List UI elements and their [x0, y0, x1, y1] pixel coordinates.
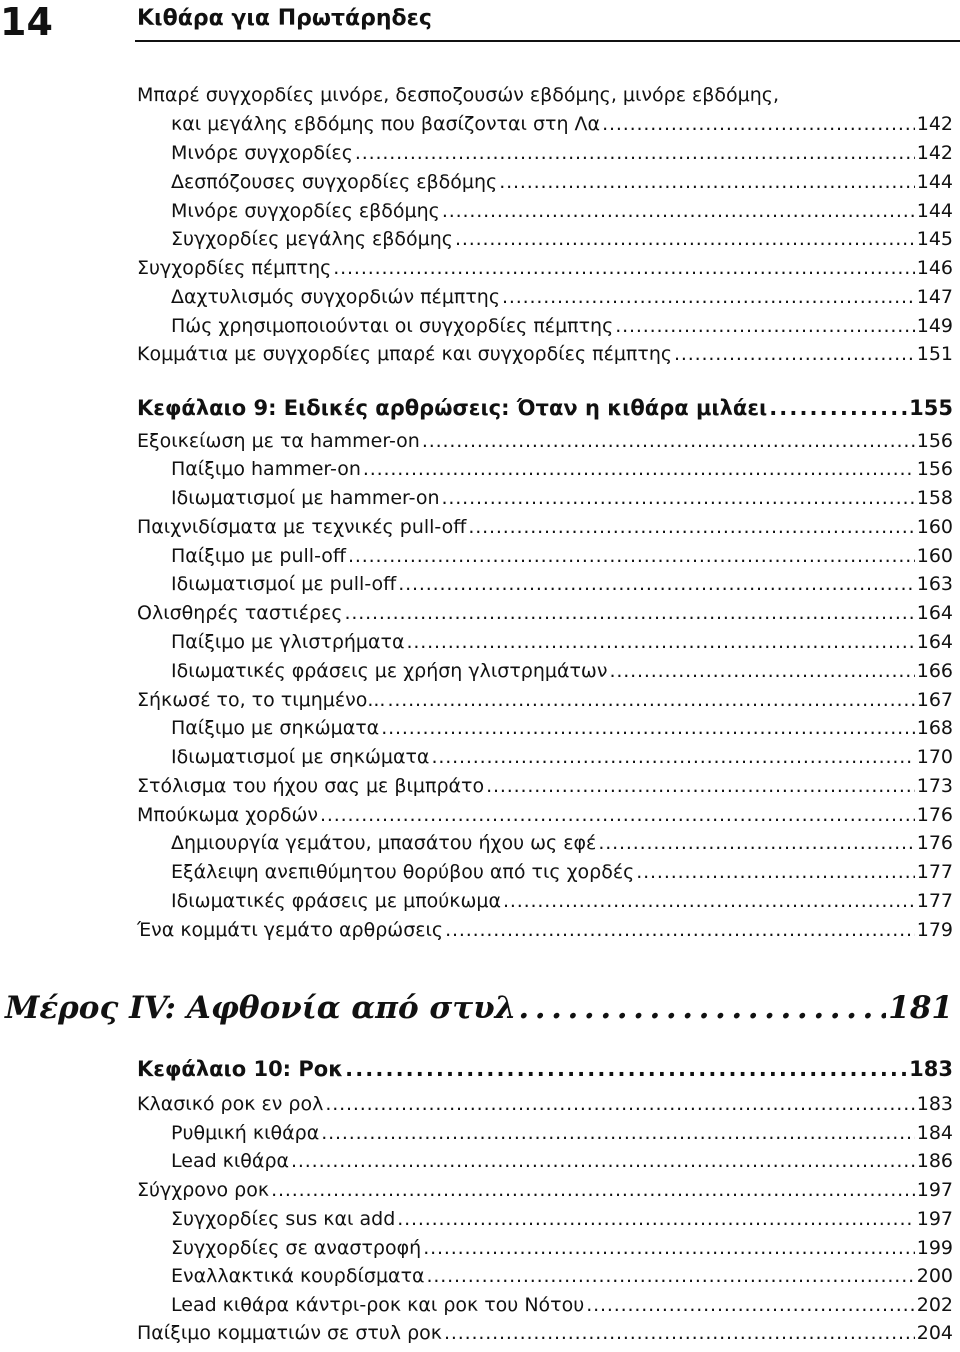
toc-entry-page: 177: [916, 890, 953, 912]
dot-leader: [598, 832, 914, 854]
toc-entry-page: 163: [916, 573, 953, 595]
dot-leader: [769, 396, 907, 420]
toc-entry[interactable]: [171, 746, 953, 768]
toc-entry-title: Δεσπόζουσες συγχορδίες εβδόμης: [171, 171, 498, 193]
dot-leader: [325, 1093, 914, 1115]
toc-entry-page: 200: [916, 1265, 953, 1287]
toc-entry[interactable]: [137, 343, 953, 365]
toc-entry-title: Στόλισμα του ήχου σας με βιμπράτο: [137, 775, 485, 797]
toc-entry-title: Ιδιωματικές φράσεις με χρήση γλιστρημάτων: [171, 660, 608, 682]
dot-leader: [499, 171, 915, 193]
dot-leader: [423, 1237, 915, 1259]
toc-entry-page: 176: [916, 832, 953, 854]
toc-entry-page: 197: [916, 1208, 953, 1230]
toc-entry[interactable]: [137, 516, 953, 538]
toc-entry[interactable]: [137, 257, 953, 279]
toc-entry-title: Σήκωσέ το, το τιμημένο...: [137, 689, 386, 711]
toc-entry-title: Ρυθμική κιθάρα: [171, 1122, 320, 1144]
toc-entry-page: 156: [916, 458, 953, 480]
toc-entry[interactable]: [171, 171, 953, 193]
chapter-page: 183: [909, 1057, 953, 1081]
toc-entry[interactable]: [171, 315, 953, 337]
dot-leader: [445, 919, 915, 941]
dot-leader: [397, 1208, 914, 1230]
toc-entry-page: 164: [916, 631, 953, 653]
chapter-title: Κεφάλαιο 9: Ειδικές αρθρώσεις: Όταν η κιθάρα μιλάει: [137, 396, 768, 420]
dot-leader: [503, 890, 915, 912]
toc-entry-title: Ιδιωματικές φράσεις με μπούκωμα: [171, 890, 502, 912]
toc-entry-title: Μινόρε συγχορδίες: [171, 142, 353, 164]
dot-leader: [442, 200, 915, 222]
dot-leader: [431, 746, 914, 768]
chapter-page: 155: [909, 396, 953, 420]
toc-entry-title: Ολισθηρές ταστιέρες: [137, 602, 343, 624]
toc-entry[interactable]: [171, 545, 953, 567]
part-heading[interactable]: [5, 990, 953, 1026]
toc-entry-title: Συγχορδίες sus και add: [171, 1208, 396, 1230]
toc-entry[interactable]: [171, 890, 953, 912]
toc-entry-title: Παιχνιδίσματα με τεχνικές pull-off: [137, 516, 467, 538]
toc-entry-title: Εναλλακτικά κουρδίσματα: [171, 1265, 425, 1287]
toc-entry-title: Ιδιωματισμοί με σηκώματα: [171, 746, 430, 768]
dot-leader: [355, 142, 915, 164]
dot-leader: [291, 1150, 915, 1172]
dot-leader: [609, 660, 914, 682]
dot-leader: [320, 804, 915, 826]
toc-entry[interactable]: [137, 1093, 953, 1115]
toc-entry-page: 177: [916, 861, 953, 883]
toc-entry-title: Παίξιμο με σηκώματα: [171, 717, 380, 739]
toc-entry-title: Παίξιμο με pull-off: [171, 545, 346, 567]
chapter-heading[interactable]: [137, 396, 953, 420]
toc-entry-page: 183: [916, 1093, 953, 1115]
toc-entry-title: Παίξιμο hammer-on: [171, 458, 361, 480]
toc-entry-page: 170: [916, 746, 953, 768]
toc-entry-title: Lead κιθάρα κάντρι-ροκ και ροκ του Νότου: [171, 1294, 585, 1316]
toc-entry-title: Μινόρε συγχορδίες εβδόμης: [171, 200, 440, 222]
header-rule: [135, 40, 960, 42]
toc-entry-page: 147: [916, 286, 953, 308]
dot-leader: [333, 257, 914, 279]
toc-entry-page: 184: [916, 1122, 953, 1144]
toc-entry[interactable]: [171, 573, 953, 595]
toc-entry[interactable]: [137, 1322, 953, 1344]
toc-entry-title: Συγχορδίες μεγάλης εβδόμης: [171, 228, 453, 250]
toc-entry[interactable]: [137, 804, 953, 826]
toc-entry-title: Συγχορδίες σε αναστροφή: [171, 1237, 422, 1259]
toc-entry-page: 167: [916, 689, 953, 711]
toc-entry-title: Μπούκωμα χορδών: [137, 804, 319, 826]
dot-leader: [615, 315, 915, 337]
toc-entry-page: 199: [916, 1237, 953, 1259]
dot-leader: [348, 545, 915, 567]
toc-continued-entry: Μπαρέ συγχορδίες μινόρε, δεσποζουσών εβδόμης, μινόρε εβδόμης,: [137, 84, 780, 106]
dot-leader: [502, 286, 915, 308]
dot-leader: [636, 861, 914, 883]
toc-entry[interactable]: [171, 631, 953, 653]
toc-entry-title: Παίξιμο κομματιών σε στυλ ροκ: [137, 1322, 442, 1344]
toc-entry-page: 176: [916, 804, 953, 826]
dot-leader: [321, 1122, 915, 1144]
page-number: 14: [0, 0, 53, 44]
toc-entry[interactable]: [171, 1208, 953, 1230]
toc-entry-title: Ιδιωματισμοί με hammer-on: [171, 487, 440, 509]
toc-entry-page: 151: [916, 343, 953, 365]
dot-leader: [422, 430, 915, 452]
toc-entry[interactable]: [171, 1265, 953, 1287]
dot-leader: [363, 458, 915, 480]
toc-entry[interactable]: [171, 113, 953, 135]
toc-entry[interactable]: [137, 919, 953, 941]
dot-leader: [486, 775, 915, 797]
toc-entry[interactable]: [137, 689, 953, 711]
toc-entry-page: 168: [916, 717, 953, 739]
toc-entry-page: 144: [916, 171, 953, 193]
toc-entry[interactable]: [171, 717, 953, 739]
toc-entry-page: 145: [916, 228, 953, 250]
toc-entry-title: Lead κιθάρα: [171, 1150, 290, 1172]
toc-entry[interactable]: [171, 861, 953, 883]
toc-entry[interactable]: [171, 458, 953, 480]
toc-entry[interactable]: [171, 200, 953, 222]
part-page: 181: [888, 990, 953, 1026]
toc-entry-title: Δημιουργία γεμάτου, μπασάτου ήχου ως εφέ: [171, 832, 597, 854]
dot-leader: [427, 1265, 915, 1287]
dot-leader: [271, 1179, 915, 1201]
toc-entry-title: Πώς χρησιμοποιούνται οι συγχορδίες πέμπτης: [171, 315, 614, 337]
toc-entry[interactable]: [137, 775, 953, 797]
toc-entry[interactable]: [171, 228, 953, 250]
dot-leader: [345, 1057, 907, 1081]
toc-entry-page: 146: [916, 257, 953, 279]
dot-leader: [455, 228, 915, 250]
toc-entry-page: 204: [916, 1322, 953, 1344]
chapter-title: Κεφάλαιο 10: Ροκ: [137, 1057, 344, 1081]
toc-entry-page: 142: [916, 142, 953, 164]
toc-entry-page: 156: [916, 430, 953, 452]
toc-entry-title: Ιδιωματισμοί με pull-off: [171, 573, 397, 595]
toc-entry[interactable]: [171, 1150, 953, 1172]
toc-entry[interactable]: [171, 832, 953, 854]
toc-entry-title: Κλασικό ροκ εν ρολ: [137, 1093, 324, 1115]
toc-entry-title: Δαχτυλισμός συγχορδιών πέμπτης: [171, 286, 500, 308]
dot-leader: [387, 689, 914, 711]
dot-leader: [407, 631, 915, 653]
toc-entry-title: Παίξιμο με γλιστρήματα: [171, 631, 405, 653]
toc-entry[interactable]: [171, 487, 953, 509]
part-title: Μέρος IV: Αφθονία από στυλ: [5, 990, 517, 1026]
toc-entry[interactable]: [171, 660, 953, 682]
dot-leader: [602, 113, 915, 135]
toc-entry-title: και μεγάλης εβδόμης που βασίζονται στη Λα: [171, 113, 601, 135]
dot-leader: [444, 1322, 915, 1344]
toc-entry-page: 179: [916, 919, 953, 941]
toc-entry[interactable]: [171, 286, 953, 308]
dot-leader: [674, 343, 915, 365]
book-title: Κιθάρα για Πρωτάρηδες: [137, 6, 432, 31]
toc-entry-title: Κομμάτια με συγχορδίες μπαρέ και συγχορδίες πέμπτης: [137, 343, 673, 365]
toc-entry-page: 186: [916, 1150, 953, 1172]
toc-entry-page: 142: [916, 113, 953, 135]
toc-entry-page: 202: [916, 1294, 953, 1316]
dot-leader: [468, 516, 914, 538]
toc-entry-title: Ένα κομμάτι γεμάτο αρθρώσεις: [137, 919, 444, 941]
toc-entry[interactable]: [137, 602, 953, 624]
dot-leader: [344, 602, 914, 624]
toc-entry[interactable]: [171, 1122, 953, 1144]
dot-leader: [381, 717, 915, 739]
toc-entry-title: Σύγχρονο ροκ: [137, 1179, 270, 1201]
toc-entry-page: 160: [916, 516, 953, 538]
toc-entry[interactable]: [137, 1179, 953, 1201]
toc-entry[interactable]: [137, 430, 953, 452]
toc-entry-page: 166: [916, 660, 953, 682]
toc-entry[interactable]: [171, 142, 953, 164]
toc-entry-page: 160: [916, 545, 953, 567]
toc-entry[interactable]: [171, 1237, 953, 1259]
dot-leader: [442, 487, 915, 509]
toc-entry-title: Εξάλειψη ανεπιθύμητου θορύβου από τις χορδές: [171, 861, 635, 883]
chapter-heading[interactable]: [137, 1057, 953, 1081]
toc-entry-page: 149: [916, 315, 953, 337]
toc-entry-page: 144: [916, 200, 953, 222]
toc-entry-page: 173: [916, 775, 953, 797]
page-header: [0, 0, 960, 44]
dot-leader: [398, 573, 914, 595]
toc-entry[interactable]: [171, 1294, 953, 1316]
dot-leader: [518, 990, 886, 1026]
toc-entry-page: 158: [916, 487, 953, 509]
dot-leader: [586, 1294, 915, 1316]
toc-entry-title: Εξοικείωση με τα hammer-on: [137, 430, 420, 452]
toc-entry-page: 197: [916, 1179, 953, 1201]
toc-entry-page: 164: [916, 602, 953, 624]
toc-entry-title: Συγχορδίες πέμπτης: [137, 257, 332, 279]
